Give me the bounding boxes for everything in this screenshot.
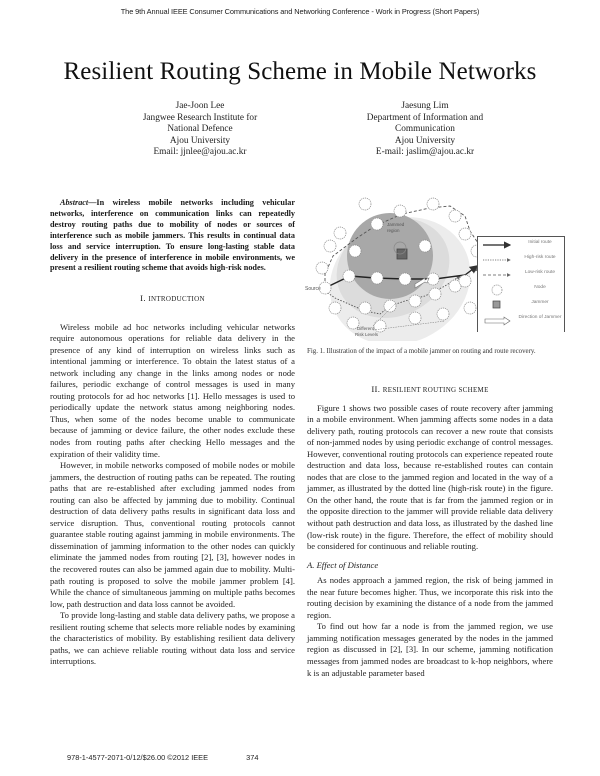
- author-affiliation: National Defence: [167, 124, 233, 135]
- node-circle-icon: [480, 283, 516, 297]
- paragraph: However, in mobile networks composed of mobile nodes or mobile jammers, the destruction of routing paths can be repeated. The routing paths that are re-established after excluding jammed nodes from routing can also be affected by jamming due to mobility. Continual destruction of data delivery paths results in significant data loss and service disruption. Thus, conventional routing protocols cannot guarantee stable routing against jamming in mobile environments. The dissemination of jamming information to the other nodes can quickly eliminate the jammed nodes from routing [2], [3], however nodes in the recovered routes can also be jammed again due to mobility. Multi-path routing is proposed to solve the mobile jammer problem [4]. While the chance of simultaneous jamming on multiple paths becomes low, path destruction and data loss cannot be avoided.: [50, 460, 295, 609]
- paragraph: To find out how far a node is from the jammed region, we use jamming notification messages generated by the nodes in the jammed region as discussed in [2], [3]. In our scheme, jamming notification messages from jammed nodes are broadcast to k-hop neighbors, where k is an adjustable parameter based: [307, 621, 553, 678]
- paragraph: Wireless mobile ad hoc networks including vehicular networks require autonomous operations for reliable data delivery in the presence of any kind of interruption on wireless links such as intentional jamming or interference. To obtain the latest status of a network including any change in the links among nodes or node failures, periodic exchange of control messages is used in many routing protocols for ad hoc networks [1]. Hello messages is used to periodically update the network status among neighboring nodes. Thus, when some of the nodes become unable to communicate because of jamming or device failure, the other nodes exclude these nodes from routing paths after checking Hello messages and the expiration of their validity time.: [50, 321, 295, 459]
- scheme-section: [307, 384, 553, 679]
- source-label: Source: [305, 286, 321, 292]
- section-title: RESILIENT ROUTING SCHEME: [382, 386, 489, 394]
- intro-section: [50, 293, 295, 668]
- subsection-label: A.: [307, 559, 315, 570]
- svg-text:Risk Levels: Risk Levels: [355, 332, 379, 337]
- author-block-1: [90, 101, 310, 159]
- risk-levels-label: Different: [357, 326, 374, 331]
- abstract: [50, 198, 295, 274]
- conference-header: The 9th Annual IEEE Consumer Communications and Networking Conference - Work in Progress (Short Papers): [120, 7, 480, 16]
- figure-legend: [477, 236, 565, 332]
- dashed-arrow-icon: [480, 270, 516, 280]
- legend-item: [478, 270, 564, 284]
- legend-item: [478, 300, 564, 314]
- subsection-heading: [307, 560, 553, 572]
- jammed-region-label: Jammed: [387, 222, 405, 227]
- hollow-arrow-icon: [480, 315, 516, 327]
- page-number: 374: [246, 753, 259, 762]
- solid-arrow-icon: [480, 240, 516, 250]
- author-university: Ajou University: [169, 135, 231, 146]
- section-heading-scheme: [307, 384, 553, 397]
- section-heading-intro: [50, 293, 295, 306]
- author-email: Email: jjnlee@ajou.ac.kr: [153, 147, 247, 158]
- section-number: I.: [140, 293, 146, 303]
- author-name: Jaesung Lim: [401, 101, 449, 111]
- author-name: Jae-Joon Lee: [175, 101, 225, 111]
- paragraph: As nodes approach a jammed region, the risk of being jammed in the near future becomes higher. Thus, we incorporate this risk into the routing decision by examining the distance of a node from the jammed region.: [307, 575, 553, 620]
- legend-label: Node: [534, 285, 546, 290]
- section-number: II.: [371, 384, 381, 394]
- jammer-square-icon: [480, 299, 516, 311]
- legend-item: [478, 255, 564, 269]
- dotted-arrow-icon: [480, 255, 516, 265]
- legend-item: [478, 240, 564, 254]
- page-footer: [67, 753, 258, 762]
- paper-title: Resilient Routing Scheme in Mobile Networks: [63, 58, 537, 85]
- author-block-2: [315, 101, 535, 159]
- author-affiliation: Communication: [395, 124, 455, 135]
- svg-text:region: region: [387, 228, 400, 233]
- legend-label: Low-risk route: [524, 270, 556, 275]
- legend-label: Jammer: [531, 300, 549, 305]
- legend-label: Initial route: [528, 240, 552, 245]
- paragraph: To provide long-lasting and stable data delivery paths, we propose a resilient routing scheme that selects more reliable nodes by examining the characteristics of mobility. By establishing resilient data delivery paths, we can achieve reliable routing without data loss and service interruptions.: [50, 610, 295, 667]
- paragraph: Figure 1 shows two possible cases of route recovery after jamming in a mobile environment. When jamming affects some nodes in a data delivery path, routing protocols can recover a new route that consists of non-jammed nodes by using periodic exchange of control messages. However, conventional routing protocols can experience repeated route destruction and data loss, because re-established routes can contain nodes that are close to the jammed region and located in the way of a jammer, as illustrated by the dotted line (high-risk route) in the figure. On the other hand, the route that is far from the jammed region or in the opposite direction to the jammer will provide reliable data delivery without path destruction and data loss, as illustrated by the dashed line (low-risk route) in the figure. Therefore, the effect of mobility should be considered for continuous and reliable routing.: [307, 402, 553, 552]
- author-email: E-mail: jaslim@ajou.ac.kr: [375, 147, 475, 158]
- figure-caption: Fig. 1. Illustration of the impact of a mobile jammer on routing and route recovery.: [307, 348, 536, 355]
- author-affiliation: Jangwee Research Institute for: [142, 112, 258, 123]
- legend-label: Direction of Jammer: [518, 315, 562, 320]
- author-affiliation: Department of Information and: [366, 112, 484, 123]
- figure-1: [305, 196, 577, 396]
- abstract-lead: Abstract: [60, 198, 89, 207]
- isbn-copyright: 978-1-4577-2071-0/12/$26.00 ©2012 IEEE: [67, 753, 209, 762]
- section-title: INTRODUCTION: [148, 295, 205, 303]
- legend-label: High-risk route: [524, 255, 556, 260]
- legend-item: [478, 285, 564, 299]
- subsection-title: Effect of Distance: [316, 559, 379, 570]
- author-university: Ajou University: [394, 135, 456, 146]
- legend-item: [478, 315, 564, 329]
- abstract-text: —In wireless mobile networks including vehicular networks, interference on communication links can repeatedly destroy routing paths due to mobility of nodes or sources of interference such as mobile jammers. This results in continual data loss and service interruption. To ensure long-lasting stable data delivery in the presence of interference in mobile environments, we present a resilient routing scheme that avoids high-risk nodes.: [50, 198, 295, 273]
